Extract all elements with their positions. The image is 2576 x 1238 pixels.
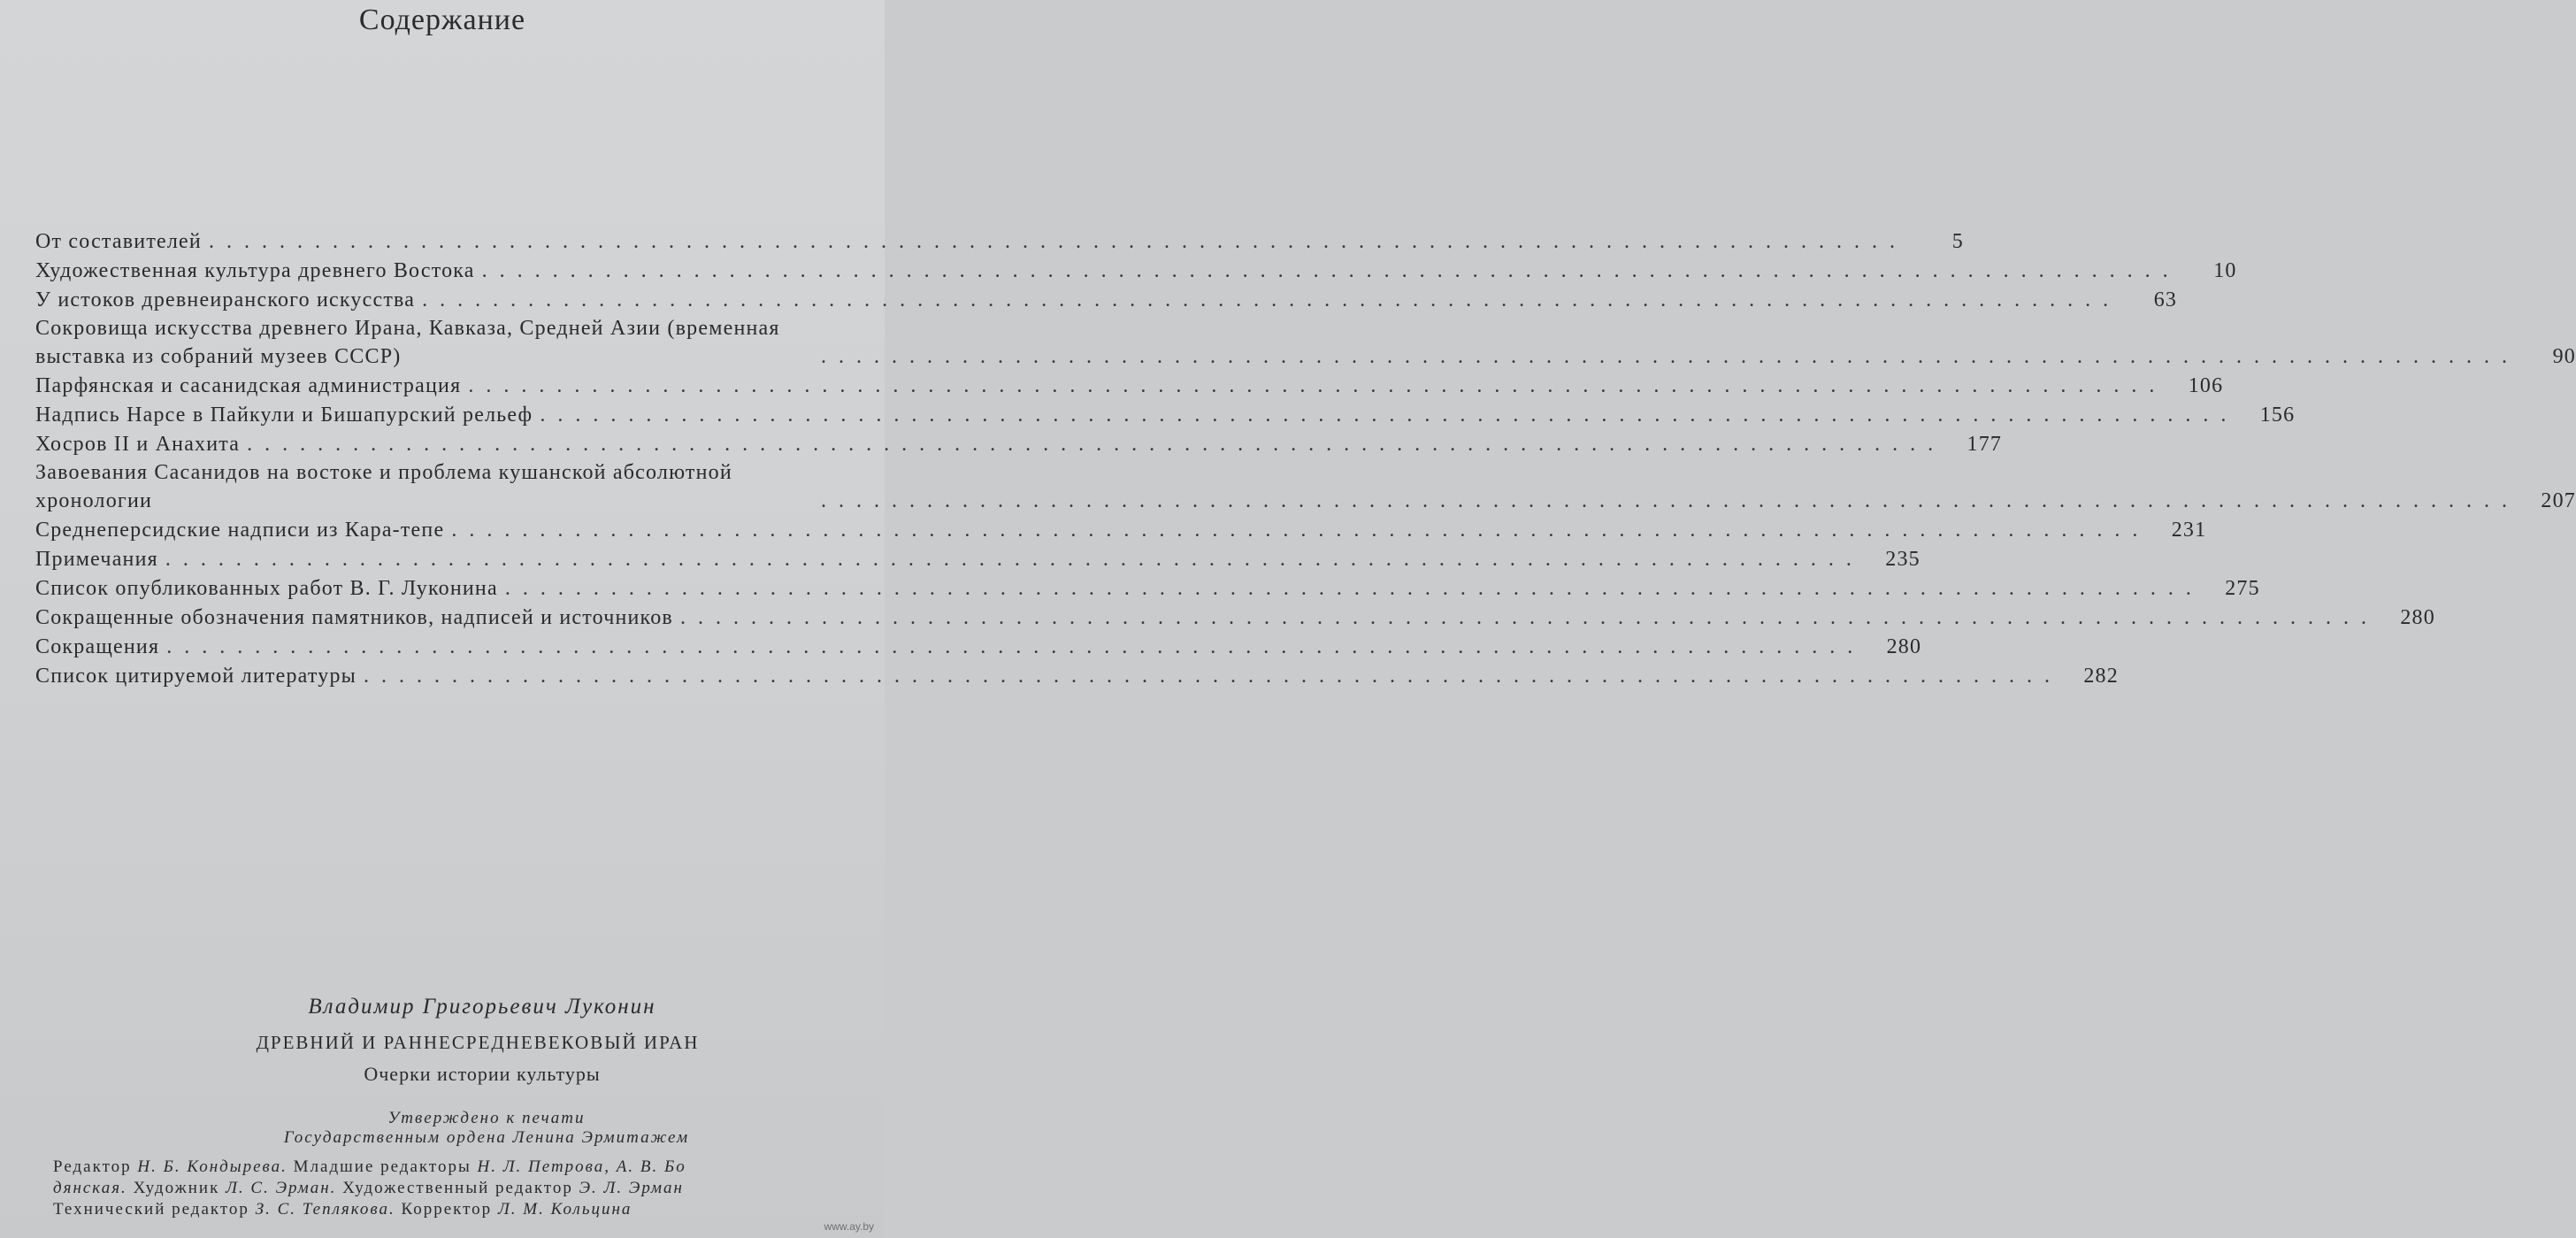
- toc-item: [35, 314, 2576, 371]
- toc-item: [35, 429, 2003, 458]
- leader-dots: ................................................................................................: [481, 259, 2181, 282]
- toc-item: [35, 544, 1920, 573]
- credits-line: [53, 1178, 885, 1199]
- proofreader-name: Л. М. Кольцина: [497, 1200, 632, 1219]
- toc-item-page: 90: [2552, 345, 2576, 368]
- toc-item-page: 207: [2541, 489, 2576, 512]
- toc-item: [35, 573, 2260, 603]
- leader-dots: ................................................................................................: [451, 519, 2150, 542]
- toc-item: [35, 285, 2178, 314]
- tech-editor-label: Технический редактор: [53, 1200, 249, 1219]
- toc-item-page: 106: [2188, 374, 2224, 397]
- junior-editors-names: Н. Л. Петрова, А. В. Бо: [477, 1157, 686, 1176]
- toc-item-title: Парфянская и сасанидская администрация: [35, 374, 462, 397]
- toc-item-page: 282: [2083, 665, 2119, 688]
- toc-item: [35, 632, 1922, 661]
- toc-item-title: У истоков древнеиранского искусства: [35, 288, 416, 311]
- leader-dots: ................................................................................................: [165, 548, 1864, 571]
- toc-item-title: Среднеперсидские надписи из Кара-тепе: [35, 519, 445, 542]
- book-title: ДРЕВНИЙ И РАННЕСРЕДНЕВЕКОВЫЙ ИРАН: [256, 1032, 700, 1053]
- toc-item-title: Хосров II и Анахита: [35, 433, 241, 456]
- watermark-text: www.ay.by: [824, 1220, 874, 1233]
- art-editor-label: Художественный редактор: [342, 1179, 573, 1197]
- toc-item: [35, 400, 2296, 429]
- leader-dots: ................................................................................................: [166, 635, 1866, 658]
- book-subtitle: Очерки истории культуры: [364, 1063, 601, 1085]
- credits-line: [53, 1157, 885, 1178]
- toc-item: [35, 458, 2576, 515]
- editor-name: Н. Б. Кондырева.: [137, 1157, 288, 1176]
- credits-line: [53, 1199, 885, 1220]
- toc-item-title: Список цитируемой литературы: [35, 665, 356, 688]
- toc-item: [35, 603, 2435, 632]
- leader-dots: ................................................................................................: [468, 374, 2167, 397]
- leader-dots: ................................................................................................: [504, 577, 2204, 600]
- leader-dots: ................................................................................................: [247, 433, 1946, 456]
- toc-item-title: Сокращения: [35, 635, 160, 658]
- toc-item-page: 177: [1966, 433, 2003, 456]
- toc-item-title: Сокровища искусства древнего Ирана, Кавказа, Средней Азии (временная выставка из собраний музеев СССР): [35, 317, 780, 368]
- proofreader-label: Корректор: [401, 1200, 493, 1219]
- toc-item: [35, 515, 2207, 544]
- toc-item-title: Надпись Нарсе в Пайкули и Бишапурский рельеф: [35, 404, 533, 427]
- leader-dots: ................................................................................................: [821, 489, 2519, 512]
- toc-item-page: 156: [2259, 404, 2296, 427]
- toc-item-page: 280: [1886, 635, 1922, 658]
- toc-item-page: 231: [2171, 519, 2207, 542]
- approval-note: [0, 1109, 885, 1148]
- editor-label: Редактор: [53, 1157, 132, 1176]
- toc-item: [35, 371, 2224, 400]
- imprint: [0, 995, 885, 1220]
- toc-item-page: 280: [2400, 606, 2435, 629]
- page-title: Содержание: [358, 4, 526, 36]
- approval-line: Утверждено к печати: [387, 1109, 586, 1127]
- toc-item-page: 235: [1885, 548, 1920, 571]
- toc-item-page: 63: [2153, 288, 2178, 311]
- toc-item-page: 275: [2225, 577, 2260, 600]
- art-editor-name: Э. Л. Эрман: [579, 1179, 684, 1197]
- approval-line: Государственным ордена Ленина Эрмитажем: [283, 1128, 690, 1147]
- toc-item: [35, 227, 1964, 256]
- junior-editors-label: Младшие редакторы: [293, 1157, 472, 1176]
- credits: [0, 1157, 885, 1220]
- toc-item-title: Список опубликованных работ В. Г. Луконина: [35, 577, 498, 600]
- toc-item-title: Примечания: [35, 548, 158, 571]
- leader-dots: ................................................................................................: [679, 606, 2379, 629]
- table-of-contents: [35, 227, 2576, 690]
- tech-editor-name: З. С. Теплякова.: [255, 1200, 395, 1219]
- toc-item-title: Художественная культура древнего Востока: [35, 259, 475, 282]
- toc-item-page: 10: [2213, 259, 2237, 282]
- junior-editors-names-cont: дянская.: [53, 1179, 127, 1197]
- toc-item-title: Сокращенные обозначения памятников, надписей и источников: [35, 606, 673, 629]
- toc-item: [35, 256, 2237, 285]
- leader-dots: ................................................................................................: [821, 345, 2519, 368]
- toc-item: [35, 661, 2119, 690]
- author-name: Владимир Григорьевич Луконин: [308, 995, 656, 1019]
- leader-dots: ................................................................................................: [208, 230, 1907, 253]
- leader-dots: ................................................................................................: [363, 665, 2062, 688]
- leader-dots: ................................................................................................: [540, 404, 2239, 427]
- leader-dots: ................................................................................................: [422, 288, 2121, 311]
- toc-item-page: 5: [1951, 230, 1964, 253]
- toc-item-title: Завоевания Сасанидов на востоке и проблема кушанской абсолютной хронологии: [35, 461, 732, 512]
- artist-name: Л. С. Эрман.: [226, 1179, 337, 1197]
- artist-label: Художник: [133, 1179, 220, 1197]
- toc-item-title: От составителей: [35, 230, 202, 253]
